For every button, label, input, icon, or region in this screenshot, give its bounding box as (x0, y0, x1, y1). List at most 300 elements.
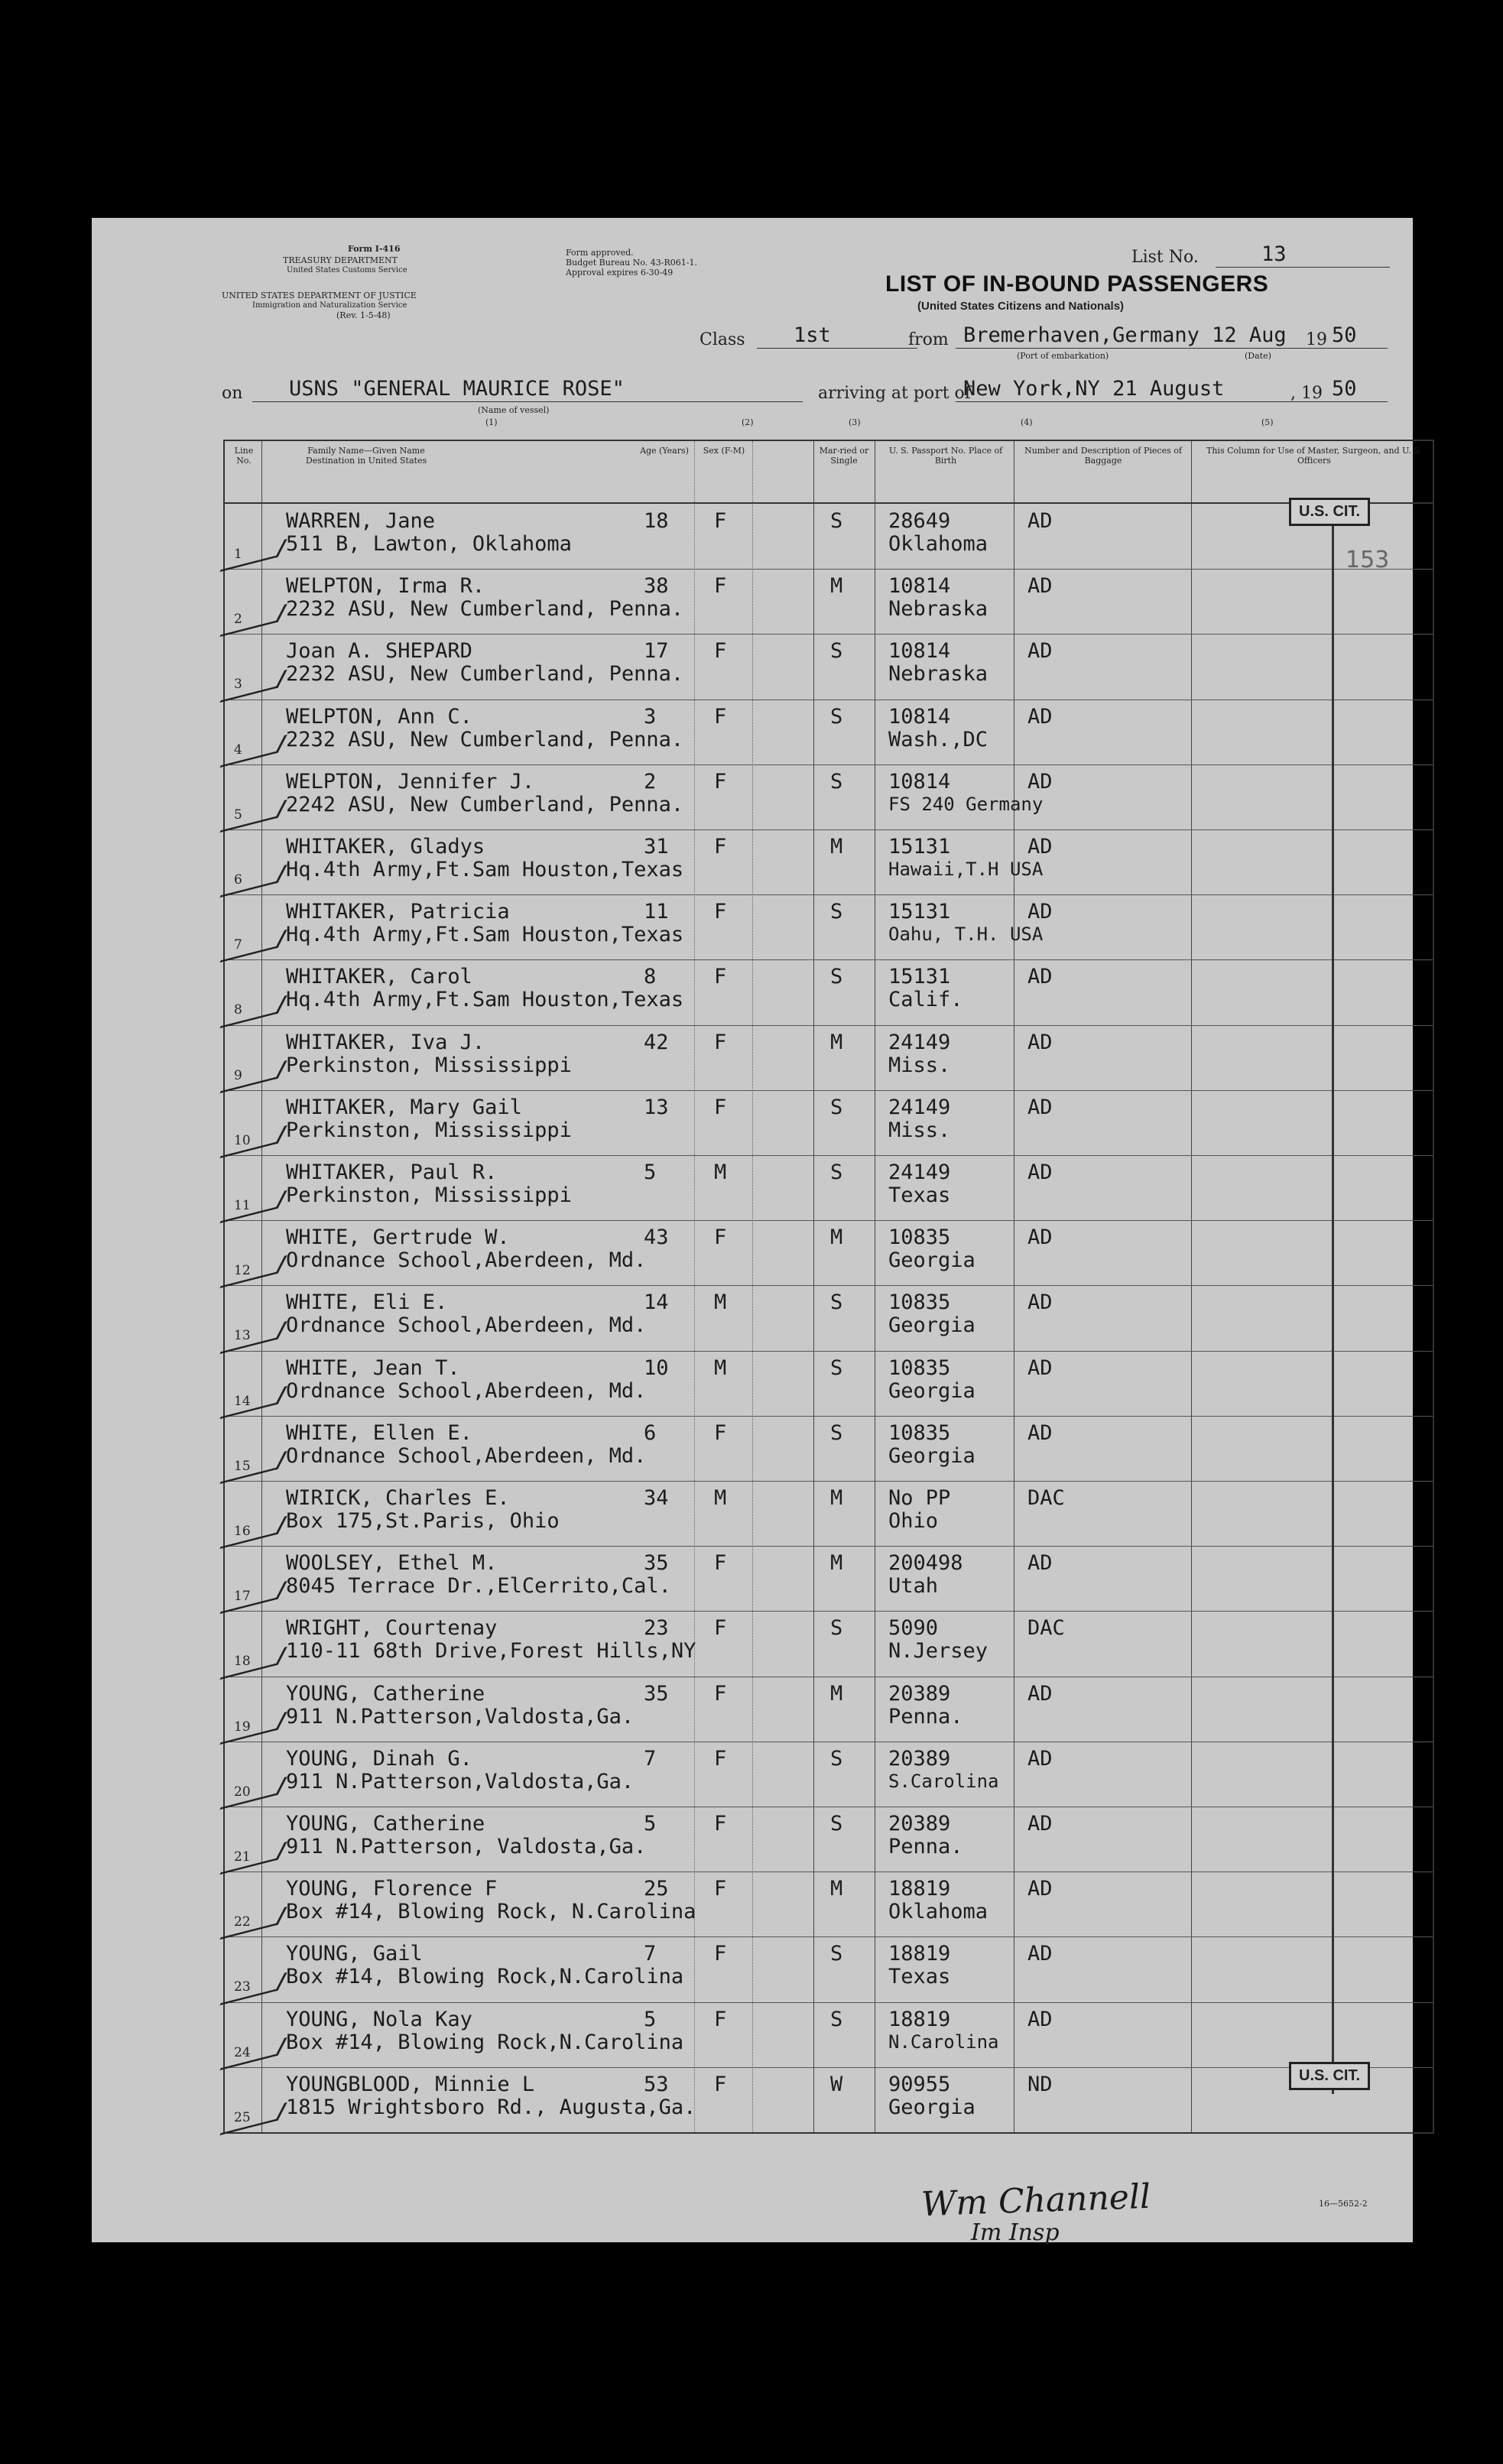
baggage: ND (1027, 2072, 1053, 2096)
passenger-name: YOUNG, Florence F (286, 1877, 498, 1901)
line-number: 3 (234, 677, 242, 693)
passenger-age: 35 (644, 1681, 669, 1706)
destination: 2242 ASU, New Cumberland, Penna. (286, 792, 684, 816)
birthplace: Georgia (888, 1248, 975, 1273)
passenger-name: WELPTON, Irma R. (286, 574, 485, 599)
birthplace: Utah (888, 1574, 939, 1599)
check-mark (219, 800, 287, 833)
passport-no: 18819 (888, 1877, 951, 1901)
line-number: 10 (234, 1132, 251, 1148)
baggage: AD (1027, 835, 1053, 859)
list-no-underline (1216, 267, 1390, 268)
birthplace: Hawaii,T.H USA (888, 859, 1044, 880)
check-mark (219, 2037, 287, 2070)
marital-status: S (830, 1290, 843, 1315)
vessel-underline (252, 401, 803, 402)
col-sex: Sex (F-M) (703, 446, 745, 456)
baggage: AD (1027, 574, 1053, 599)
marital-status: M (830, 1681, 843, 1706)
birthplace: Texas (888, 1183, 951, 1207)
marital-status: S (830, 639, 843, 664)
marital-status: S (830, 1355, 843, 1380)
passenger-sex: F (714, 1551, 727, 1576)
passenger-sex: F (714, 639, 727, 664)
passenger-age: 2 (644, 769, 657, 794)
arrival-underline (956, 401, 1388, 402)
line-number: 7 (234, 937, 242, 953)
marital-status: M (830, 1551, 843, 1576)
destination: 1815 Wrightsboro Rd., Augusta,Ga. (286, 2095, 696, 2119)
arrival-port-date: New York,NY 21 August (963, 377, 1225, 401)
baggage: DAC (1027, 1486, 1065, 1510)
line-number: 25 (234, 2109, 251, 2125)
baggage: AD (1027, 1681, 1053, 1706)
baggage: AD (1027, 1290, 1053, 1315)
line-number: 17 (234, 1589, 251, 1605)
passenger-sex: M (714, 1486, 727, 1510)
class-value: 1st (794, 323, 831, 347)
arrival-year-prefix: , 19 (1290, 384, 1323, 403)
passenger-age: 34 (644, 1486, 669, 1510)
birthplace: S.Carolina (888, 1770, 999, 1792)
check-mark (219, 735, 287, 768)
birthplace: Georgia (888, 2095, 975, 2119)
passenger-name: WRIGHT, Courtenay (286, 1616, 498, 1641)
birthplace: Nebraska (888, 662, 988, 687)
destination: Hq.4th Army,Ft.Sam Houston,Texas (286, 988, 684, 1012)
birthplace: Penna. (888, 1835, 963, 1859)
passport-no: 20389 (888, 1681, 951, 1706)
line-number: 22 (234, 1914, 251, 1930)
birthplace: Oklahoma (888, 532, 988, 556)
line-number: 9 (234, 1067, 242, 1083)
passenger-table (223, 440, 1434, 2134)
line-number: 20 (234, 1784, 251, 1800)
passport-no: 10835 (888, 1420, 951, 1445)
marital-status: M (830, 1877, 843, 1901)
table-row (225, 1872, 1433, 1937)
destination: Hq.4th Army,Ft.Sam Houston,Texas (286, 923, 684, 947)
col-officers: This Column for Use of Master, Surgeon, and U. S. Officers (1206, 446, 1422, 466)
passenger-age: 53 (644, 2072, 669, 2096)
col-passport-birth: U. S. Passport No. Place of Birth (888, 446, 1003, 466)
col-caption-5: (5) (1261, 417, 1274, 427)
baggage: AD (1027, 509, 1053, 533)
destination: 2232 ASU, New Cumberland, Penna. (286, 597, 684, 622)
check-mark (219, 1972, 287, 2005)
birthplace: Georgia (888, 1313, 975, 1338)
check-mark (219, 930, 287, 963)
table-row (225, 1677, 1433, 1742)
marital-status: M (830, 835, 843, 859)
passenger-sex: F (714, 509, 727, 533)
table-row (225, 1611, 1433, 1677)
check-mark (219, 1581, 287, 1614)
col-caption-1: (1) (485, 417, 498, 427)
line-number: 11 (234, 1198, 251, 1213)
check-mark (219, 1451, 287, 1484)
passport-no: 18819 (888, 2007, 951, 2031)
passenger-sex: F (714, 1226, 727, 1250)
form-print-code: 16—5652-2 (1319, 2199, 1368, 2209)
baggage: AD (1027, 1812, 1053, 1836)
table-row (225, 1285, 1433, 1351)
passenger-name: WHITAKER, Patricia (286, 900, 510, 924)
check-mark (219, 1712, 287, 1745)
birthplace: Nebraska (888, 597, 988, 622)
passenger-name: YOUNG, Gail (286, 1942, 423, 1966)
col-age: Age (Years) (640, 446, 689, 456)
birthplace: Ohio (888, 1509, 939, 1533)
marital-status: S (830, 1812, 843, 1836)
destination: Ordnance School,Aberdeen, Md. (286, 1248, 647, 1273)
inspector-signature: Wm Channell (920, 2177, 1151, 2225)
check-mark (219, 669, 287, 702)
passenger-sex: M (714, 1161, 727, 1184)
passenger-age: 6 (644, 1420, 657, 1445)
passenger-sex: F (714, 1095, 727, 1119)
destination: 911 N.Patterson,Valdosta,Ga. (286, 1769, 635, 1794)
passenger-manifest-page (92, 218, 1422, 2246)
passenger-sex: F (714, 574, 727, 599)
form-id: Form I-416 (348, 244, 401, 254)
destination: 911 N.Patterson, Valdosta,Ga. (286, 1835, 647, 1859)
birthplace: Wash.,DC (888, 727, 988, 752)
table-row (225, 1481, 1433, 1547)
embark-caption: (Port of embarkation) (1017, 351, 1109, 361)
passenger-sex: F (714, 1877, 727, 1901)
passenger-sex: F (714, 769, 727, 794)
birthplace: Georgia (888, 1378, 975, 1403)
marital-status: S (830, 900, 843, 924)
baggage: AD (1027, 1942, 1053, 1966)
on-label: on (222, 384, 243, 403)
passport-no: 24149 (888, 1030, 951, 1054)
dept-treasury: TREASURY DEPARTMENT (283, 255, 398, 265)
passenger-age: 43 (644, 1226, 669, 1250)
passport-no: 20389 (888, 1812, 951, 1836)
col-line-no: Line No. (234, 446, 254, 466)
passenger-name: Joan A. SHEPARD (286, 639, 472, 664)
table-row (225, 1807, 1433, 1872)
passenger-name: WHITAKER, Iva J. (286, 1030, 485, 1054)
table-row (225, 1025, 1433, 1091)
line-number: 18 (234, 1654, 251, 1670)
marital-status: S (830, 1616, 843, 1641)
passenger-name: WHITE, Eli E. (286, 1290, 448, 1315)
line-number: 6 (234, 872, 242, 888)
page-number: 153 (1346, 547, 1390, 573)
destination: Hq.4th Army,Ft.Sam Houston,Texas (286, 858, 684, 881)
embark-port-date: Bremerhaven,Germany 12 Aug (963, 323, 1287, 347)
passport-no: 20389 (888, 1746, 951, 1771)
passport-no: 5090 (888, 1616, 939, 1641)
passenger-name: YOUNG, Catherine (286, 1812, 485, 1836)
check-mark (219, 1516, 287, 1549)
line-number: 1 (234, 547, 242, 562)
list-no-label: List No. (1131, 248, 1199, 267)
check-mark (219, 1907, 287, 1940)
marital-status: S (830, 965, 843, 989)
table-row (225, 1351, 1433, 1417)
marital-status: S (830, 2007, 843, 2031)
passenger-age: 5 (644, 2007, 657, 2031)
check-mark (219, 2102, 287, 2135)
class-underline (757, 348, 917, 349)
passenger-sex: F (714, 2072, 727, 2096)
check-mark (219, 995, 287, 1027)
table-row (225, 829, 1433, 895)
line-number: 12 (234, 1263, 251, 1279)
marital-status: M (830, 1030, 843, 1054)
passenger-age: 7 (644, 1942, 657, 1966)
from-label: from (908, 330, 949, 349)
passenger-sex: F (714, 1812, 727, 1836)
check-mark (219, 1190, 287, 1223)
baggage: AD (1027, 1226, 1053, 1250)
table-row (225, 1416, 1433, 1482)
passenger-age: 8 (644, 965, 657, 989)
check-mark (219, 1060, 287, 1093)
marital-status: M (830, 574, 843, 599)
dept-justice: UNITED STATES DEPARTMENT OF JUSTICE (222, 291, 417, 300)
destination: Box #14, Blowing Rock, N.Carolina (286, 1900, 696, 1924)
destination: 2232 ASU, New Cumberland, Penna. (286, 727, 684, 752)
year-prefix: 19 (1306, 330, 1327, 349)
passenger-name: WHITAKER, Gladys (286, 835, 485, 859)
passenger-name: WELPTON, Ann C. (286, 704, 472, 729)
birthplace: Miss. (888, 1053, 951, 1077)
birthplace: Oklahoma (888, 1900, 988, 1924)
line-number: 23 (234, 1979, 251, 1995)
form-subtitle: (United States Citizens and Nationals) (917, 300, 1125, 313)
list-no-value: 13 (1261, 242, 1287, 266)
passenger-name: WHITAKER, Mary Gail (286, 1095, 522, 1119)
passenger-age: 7 (644, 1746, 657, 1771)
passenger-age: 5 (644, 1161, 657, 1184)
passenger-age: 18 (644, 509, 669, 533)
passenger-age: 42 (644, 1030, 669, 1054)
dept-ins: Immigration and Naturalization Service (252, 301, 407, 310)
passport-no: 15131 (888, 835, 951, 859)
baggage: AD (1027, 1746, 1053, 1771)
destination: Perkinston, Mississippi (286, 1118, 572, 1142)
vessel-caption: (Name of vessel) (478, 405, 550, 415)
passport-no: 24149 (888, 1095, 951, 1119)
line-number: 13 (234, 1328, 251, 1344)
passport-no: 10814 (888, 639, 951, 664)
table-row (225, 1742, 1433, 1807)
line-number: 5 (234, 807, 242, 823)
baggage: AD (1027, 1030, 1053, 1054)
table-row (225, 959, 1433, 1025)
marital-status: S (830, 509, 843, 533)
passenger-name: WOOLSEY, Ethel M. (286, 1551, 498, 1576)
citizen-stamp-top: U.S. CIT. (1289, 498, 1370, 526)
passenger-name: WHITE, Gertrude W. (286, 1226, 510, 1250)
destination: 110-11 68th Drive,Forest Hills,NY (286, 1639, 696, 1664)
table-row (225, 1546, 1433, 1612)
destination: Ordnance School,Aberdeen, Md. (286, 1313, 647, 1338)
passenger-sex: F (714, 835, 727, 859)
passport-no: 90955 (888, 2072, 951, 2096)
marital-status: S (830, 1095, 843, 1119)
check-mark (219, 1777, 287, 1810)
baggage: DAC (1027, 1616, 1065, 1641)
passenger-age: 14 (644, 1290, 669, 1315)
marital-status: S (830, 1746, 843, 1771)
birthplace: N.Jersey (888, 1639, 988, 1664)
birthplace: Georgia (888, 1443, 975, 1468)
passenger-sex: F (714, 1681, 727, 1706)
check-mark (219, 1646, 287, 1679)
passport-no: 15131 (888, 965, 951, 989)
dept-customs: United States Customs Service (287, 266, 407, 274)
table-row (225, 1155, 1433, 1221)
check-mark (219, 604, 287, 637)
table-row (225, 569, 1433, 635)
passenger-age: 31 (644, 835, 669, 859)
citizen-stamp-bottom: U.S. CIT. (1289, 2062, 1370, 2090)
marital-status: M (830, 1226, 843, 1250)
passenger-name: WARREN, Jane (286, 509, 436, 533)
from-underline (956, 348, 1388, 349)
marital-status: W (830, 2072, 843, 2096)
passenger-sex: F (714, 1942, 727, 1966)
baggage: AD (1027, 1551, 1053, 1576)
line-number: 8 (234, 1002, 242, 1018)
baggage: AD (1027, 1877, 1053, 1901)
passenger-age: 23 (644, 1616, 669, 1641)
passport-no: 24149 (888, 1161, 951, 1184)
passport-no: No PP (888, 1486, 951, 1510)
form-revision: (Rev. 1-5-48) (336, 310, 391, 320)
baggage: AD (1027, 1355, 1053, 1380)
passenger-sex: F (714, 1420, 727, 1445)
destination: 2232 ASU, New Cumberland, Penna. (286, 662, 684, 687)
approval-line-1: Form approved. (566, 248, 634, 258)
check-mark (219, 865, 287, 898)
line-number: 2 (234, 612, 242, 628)
inspector-title: Im Insp (971, 2219, 1060, 2246)
table-row (225, 765, 1433, 830)
check-mark (219, 539, 287, 572)
check-mark (219, 1255, 287, 1288)
passenger-sex: F (714, 1030, 727, 1054)
table-row (225, 894, 1433, 960)
line-number: 24 (234, 2044, 251, 2060)
passenger-name: YOUNG, Nola Kay (286, 2007, 472, 2031)
passenger-sex: F (714, 704, 727, 729)
table-row (225, 1090, 1433, 1156)
table-row (225, 700, 1433, 765)
passport-no: 15131 (888, 900, 951, 924)
marital-status: S (830, 1942, 843, 1966)
passport-no: 10835 (888, 1226, 951, 1250)
passport-no: 10835 (888, 1290, 951, 1315)
baggage: AD (1027, 769, 1053, 794)
passenger-age: 11 (644, 900, 669, 924)
passenger-name: WHITAKER, Paul R. (286, 1161, 498, 1184)
passenger-name: YOUNG, Catherine (286, 1681, 485, 1706)
destination: Ordnance School,Aberdeen, Md. (286, 1443, 647, 1468)
passport-no: 28649 (888, 509, 951, 533)
line-number: 14 (234, 1393, 251, 1409)
baggage: AD (1027, 639, 1053, 664)
col-caption-2: (2) (742, 417, 754, 427)
passport-no: 10814 (888, 769, 951, 794)
table-row (225, 2002, 1433, 2068)
passenger-sex: F (714, 1746, 727, 1771)
passenger-sex: F (714, 965, 727, 989)
table-row (225, 1220, 1433, 1286)
baggage: AD (1027, 965, 1053, 989)
destination: Ordnance School,Aberdeen, Md. (286, 1378, 647, 1403)
passport-no: 200498 (888, 1551, 963, 1576)
passenger-age: 3 (644, 704, 657, 729)
destination: 511 B, Lawton, Oklahoma (286, 532, 572, 556)
birthplace: Penna. (888, 1704, 963, 1729)
baggage: AD (1027, 1095, 1053, 1119)
table-row (225, 2067, 1433, 2132)
col-caption-4: (4) (1021, 417, 1033, 427)
passenger-age: 17 (644, 639, 669, 664)
destination: Box 175,St.Paris, Ohio (286, 1509, 560, 1533)
officer-vertical-mark (1332, 504, 1334, 2094)
vessel-name: USNS "GENERAL MAURICE ROSE" (289, 377, 625, 401)
marital-status: S (830, 704, 843, 729)
passenger-age: 38 (644, 574, 669, 599)
passport-no: 10814 (888, 704, 951, 729)
birthplace: Texas (888, 1965, 951, 1989)
destination: Perkinston, Mississippi (286, 1053, 572, 1077)
marital-status: S (830, 1420, 843, 1445)
passenger-age: 5 (644, 1812, 657, 1836)
arriving-label: arriving at port of (818, 384, 971, 403)
passenger-name: WHITAKER, Carol (286, 965, 472, 989)
baggage: AD (1027, 2007, 1053, 2031)
embark-year: 50 (1332, 323, 1357, 347)
birthplace: FS 240 Germany (888, 793, 1044, 815)
line-number: 16 (234, 1524, 251, 1539)
marital-status: M (830, 1486, 843, 1510)
date-caption: (Date) (1245, 351, 1271, 361)
approval-line-3: Approval expires 6-30-49 (566, 268, 674, 278)
birthplace: Miss. (888, 1118, 951, 1142)
destination: 8045 Terrace Dr.,ElCerrito,Cal. (286, 1574, 671, 1599)
passenger-age: 10 (644, 1355, 669, 1380)
line-number: 21 (234, 1849, 251, 1865)
baggage: AD (1027, 1420, 1053, 1445)
passport-no: 18819 (888, 1942, 951, 1966)
marital-status: S (830, 1161, 843, 1184)
passenger-sex: M (714, 1355, 727, 1380)
col-baggage: Number and Description of Pieces of Baggage (1024, 446, 1182, 466)
line-number: 15 (234, 1458, 251, 1474)
passenger-age: 35 (644, 1551, 669, 1576)
passenger-sex: F (714, 1616, 727, 1641)
marital-status: S (830, 769, 843, 794)
birthplace: N.Carolina (888, 2031, 999, 2053)
check-mark (219, 1842, 287, 1875)
baggage: AD (1027, 1161, 1053, 1184)
check-mark (219, 1386, 287, 1419)
check-mark (219, 1320, 287, 1353)
table-row (225, 1936, 1433, 2002)
class-label: Class (700, 330, 745, 349)
line-number: 4 (234, 742, 242, 758)
passenger-name: WHITE, Jean T. (286, 1355, 460, 1380)
